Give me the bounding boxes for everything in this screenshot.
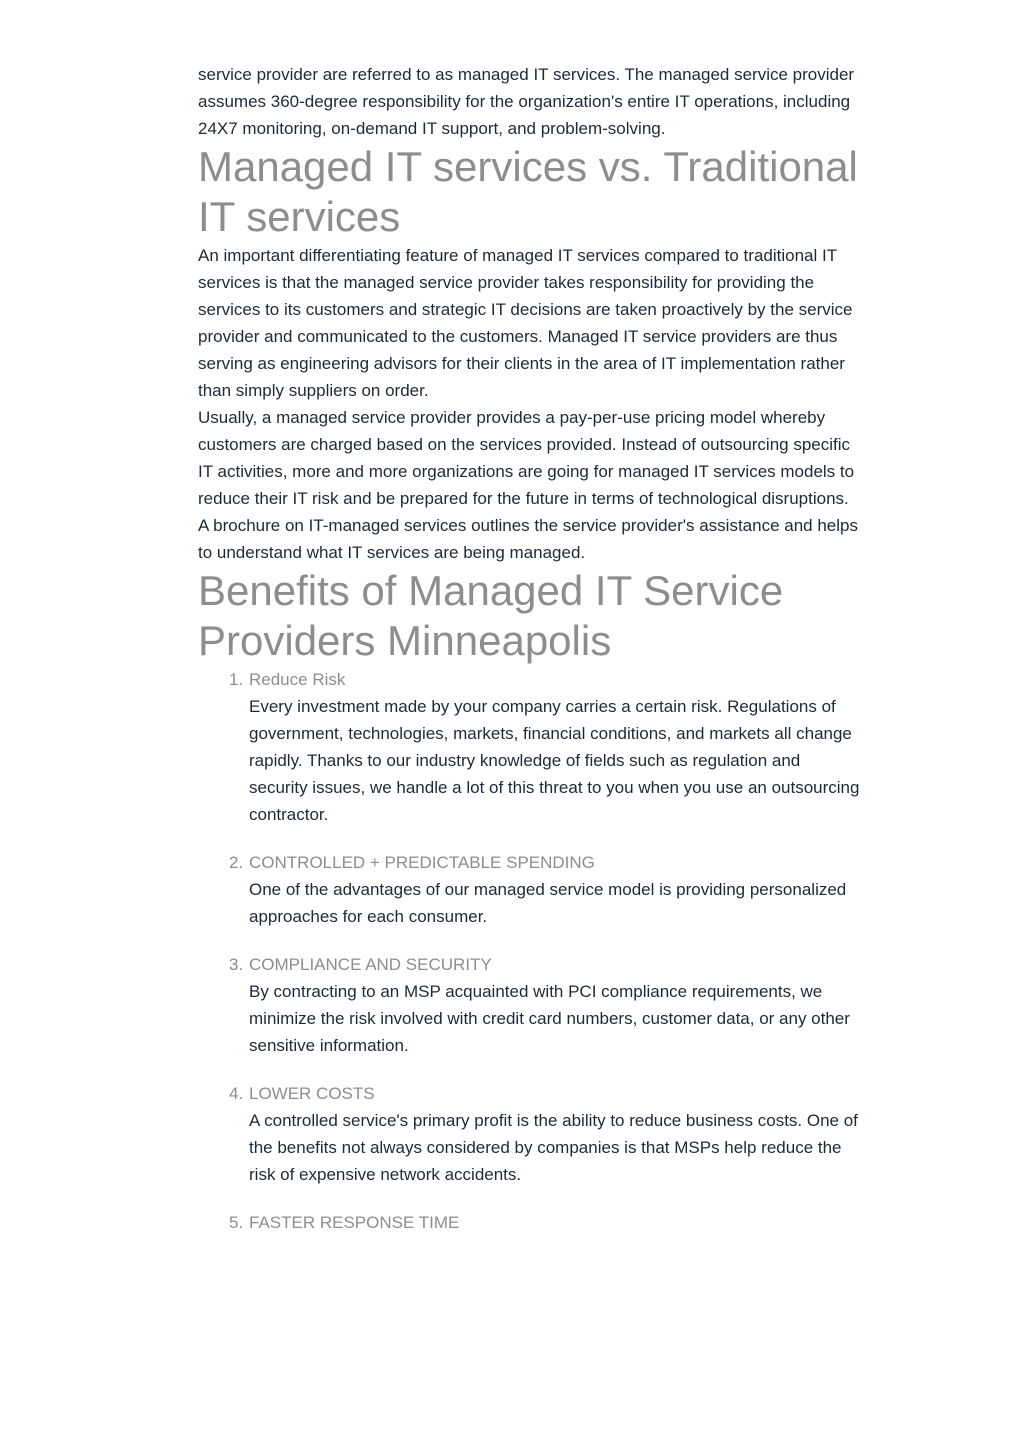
paragraph-pricing-model: Usually, a managed service provider provides a pay-per-use pricing model whereby customers are charged based on the services provided. Instead of outsourcing specific IT activities, more and more organizations are going for managed IT services models to reduce their IT risk and be prepared for the future in terms of technological disruptions. A brochure on IT-managed services outlines the service provider's assistance and helps to understand what IT services are being managed.	[198, 408, 858, 562]
section-heading-benefits: Benefits of Managed IT Service Providers Minneapolis	[198, 567, 784, 664]
list-item-title: COMPLIANCE AND SECURITY	[249, 955, 492, 974]
list-item	[229, 849, 862, 930]
list-item-title: LOWER COSTS	[249, 1084, 375, 1103]
intro-paragraph: service provider are referred to as managed IT services. The managed service provider assumes 360-degree responsibility for the organization's entire IT operations, including 24X7 monitoring, on-demand IT support, and problem-solving.	[198, 65, 855, 138]
list-item	[229, 1080, 862, 1188]
list-item	[229, 1209, 862, 1236]
list-item-title: Reduce Risk	[249, 670, 346, 689]
list-item-text: By contracting to an MSP acquainted with PCI compliance requirements, we minimize the risk involved with credit card numbers, customer data, or any other sensitive information.	[249, 982, 850, 1055]
list-item-number: 2.	[229, 853, 244, 872]
benefits-list	[198, 666, 862, 1236]
list-item	[229, 666, 862, 828]
list-item-text: One of the advantages of our managed service model is providing personalized approaches for each consumer.	[249, 880, 847, 926]
list-item-text: A controlled service's primary profit is the ability to reduce business costs. One of the benefits not always considered by companies is that MSPs help reduce the risk of expensive network accidents.	[249, 1111, 858, 1184]
section-heading-managed-vs-traditional: Managed IT services vs. Traditional IT services	[198, 143, 858, 240]
list-item-title: CONTROLLED + PREDICTABLE SPENDING	[249, 853, 595, 872]
article-content	[198, 61, 862, 1257]
list-item-number: 4.	[229, 1084, 244, 1103]
list-item-number: 1.	[229, 670, 244, 689]
paragraph-differentiating-feature: An important differentiating feature of managed IT services compared to traditional IT services is that the managed service provider takes responsibility for providing the services to its customers and strategic IT decisions are taken proactively by the service provider and communicated to the customers. Managed IT service providers are thus serving as engineering advisors for their clients in the area of IT implementation rather than simply suppliers on order.	[198, 246, 853, 400]
list-item	[229, 951, 862, 1059]
list-item-title: FASTER RESPONSE TIME	[249, 1213, 460, 1232]
list-item-number: 3.	[229, 955, 244, 974]
list-item-text: Every investment made by your company carries a certain risk. Regulations of government, technologies, markets, financial conditions, and markets all change rapidly. Thanks to our industry knowledge of fields such as regulation and security issues, we handle a lot of this threat to you when you use an outsourcing contractor.	[249, 697, 860, 824]
list-item-number: 5.	[229, 1213, 244, 1232]
